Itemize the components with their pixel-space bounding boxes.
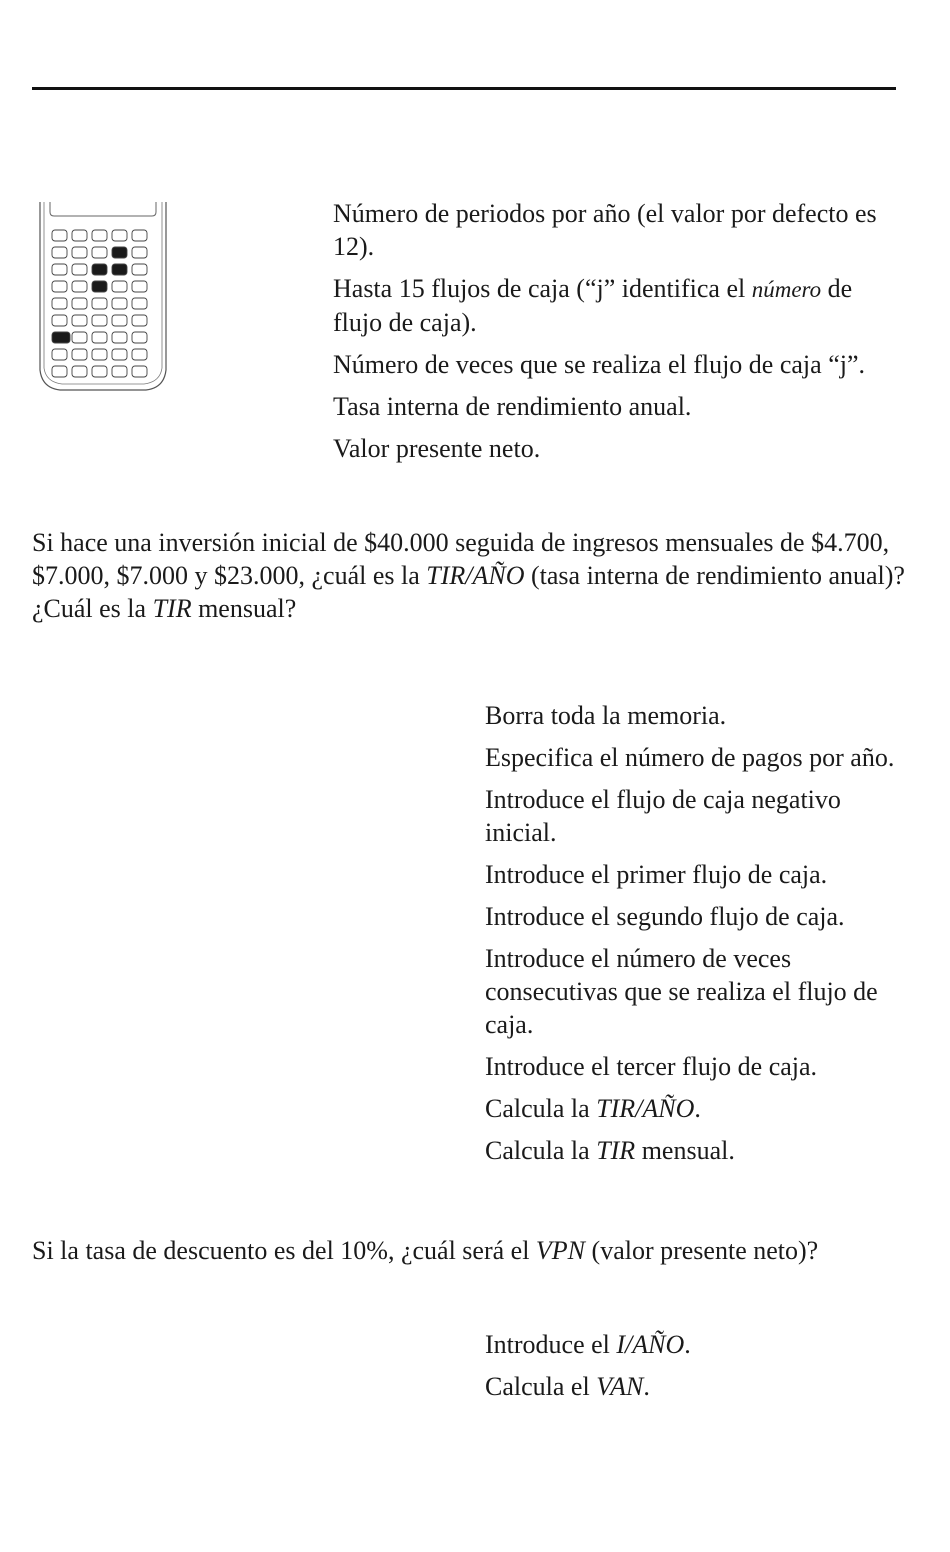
calculator-key [52, 349, 67, 360]
question-text: Si hace una inversión inicial de $40.000 seguida de ingresos mensuales de $4.700, $7.000, $7.000 y $23.000, ¿cuál es la [32, 528, 890, 590]
step-text: mensual. [635, 1136, 735, 1165]
question-italic: VPN [535, 1236, 586, 1265]
calculator-key [92, 230, 107, 241]
calculator-key [132, 264, 147, 275]
step-text: . [684, 1330, 691, 1359]
calculator-key [72, 281, 87, 292]
calculator-key [112, 230, 127, 241]
definition-italic: número [751, 277, 822, 302]
step-initial-cash-flow: Introduce el flujo de caja negativo inicial. [485, 785, 841, 847]
calculator-key [92, 298, 107, 309]
calculator-key [132, 298, 147, 309]
calculator-key [112, 366, 127, 377]
calculator-key [72, 230, 87, 241]
calculator-key [112, 315, 127, 326]
calculator-key [72, 366, 87, 377]
step-third-cash-flow: Introduce el tercer flujo de caja. [485, 1052, 818, 1081]
highlighted-key [92, 264, 107, 275]
step-italic: TIR/AÑO [596, 1094, 695, 1123]
step-text: . [694, 1094, 701, 1123]
question-italic: TIR [152, 594, 192, 623]
step-number-of-times: Introduce el número de veces consecutivas que se realiza el flujo de caja. [485, 944, 878, 1039]
highlighted-key [92, 281, 107, 292]
question-text: Si la tasa de descuento es del 10%, ¿cuál será el [32, 1236, 536, 1265]
step-text: Introduce el [485, 1330, 617, 1359]
step-text: Calcula el [485, 1372, 597, 1401]
calculator-display-edge [50, 202, 156, 216]
header-rule [32, 87, 896, 90]
step-second-cash-flow: Introduce el segundo flujo de caja. [485, 902, 845, 931]
highlighted-key [52, 332, 70, 343]
calculator-key [52, 230, 67, 241]
step-italic: TIR [596, 1136, 636, 1165]
definition-times: Número de veces que se realiza el flujo de caja “j”. [333, 350, 865, 379]
step-enter-rate [485, 1328, 915, 1361]
highlighted-key [112, 247, 127, 258]
step-italic: I/AÑO [616, 1330, 685, 1359]
calculator-keys [52, 230, 147, 377]
calculator-key [112, 349, 127, 360]
calculator-key [72, 298, 87, 309]
calculator-key [52, 315, 67, 326]
question-text: (tasa interna de rendimiento anual)? ¿Cuál es la [32, 561, 905, 623]
calculator-key [92, 247, 107, 258]
step-first-cash-flow: Introduce el primer flujo de caja. [485, 860, 828, 889]
calculator-key [112, 298, 127, 309]
step-italic: VAN [596, 1372, 644, 1401]
variable-definitions [333, 197, 903, 474]
step-text: Calcula la [485, 1136, 597, 1165]
step-calc-npv [485, 1370, 915, 1403]
calculator-key [52, 298, 67, 309]
example-1-steps [485, 699, 915, 1176]
calculator-key [112, 332, 127, 343]
calculator-key [72, 315, 87, 326]
definition-text: de flujo de caja). [333, 274, 853, 337]
example-2-question [32, 1234, 912, 1267]
calculator-key [132, 281, 147, 292]
definition-irr: Tasa interna de rendimiento anual. [333, 392, 692, 421]
calculator-key [92, 366, 107, 377]
calculator-key [92, 315, 107, 326]
calculator-key [112, 281, 127, 292]
calculator-key [132, 349, 147, 360]
calculator-key [72, 247, 87, 258]
highlighted-key [112, 264, 127, 275]
calculator-keypad-illustration [36, 202, 170, 394]
step-clear-memory: Borra toda la memoria. [485, 701, 727, 730]
definition-npv: Valor presente neto. [333, 434, 541, 463]
calculator-key [132, 366, 147, 377]
calculator-key [52, 247, 67, 258]
definition-periods: Número de periodos por año (el valor por defecto es 12). [333, 199, 877, 261]
calculator-key [132, 230, 147, 241]
example-1-question [32, 526, 912, 625]
calculator-key [132, 315, 147, 326]
definition-cash-flows [333, 272, 903, 339]
calculator-key [92, 349, 107, 360]
calculator-key [72, 332, 87, 343]
calculator-key [92, 332, 107, 343]
step-calc-irr-year [485, 1092, 915, 1125]
question-italic: TIR/AÑO [426, 561, 525, 590]
definition-text: Hasta 15 flujos de caja (“j” identifica el [333, 274, 752, 303]
calculator-key [52, 366, 67, 377]
calculator-key [52, 281, 67, 292]
step-text: Calcula la [485, 1094, 597, 1123]
calculator-key [72, 349, 87, 360]
step-text: . [643, 1372, 650, 1401]
question-text: (valor presente neto)? [585, 1236, 819, 1265]
calculator-key [72, 264, 87, 275]
step-calc-irr-month [485, 1134, 915, 1167]
step-payments-per-year: Especifica el número de pagos por año. [485, 743, 895, 772]
calculator-key [132, 332, 147, 343]
example-2-steps [485, 1328, 915, 1412]
calculator-key [52, 264, 67, 275]
calculator-key [132, 247, 147, 258]
question-text: mensual? [191, 594, 297, 623]
